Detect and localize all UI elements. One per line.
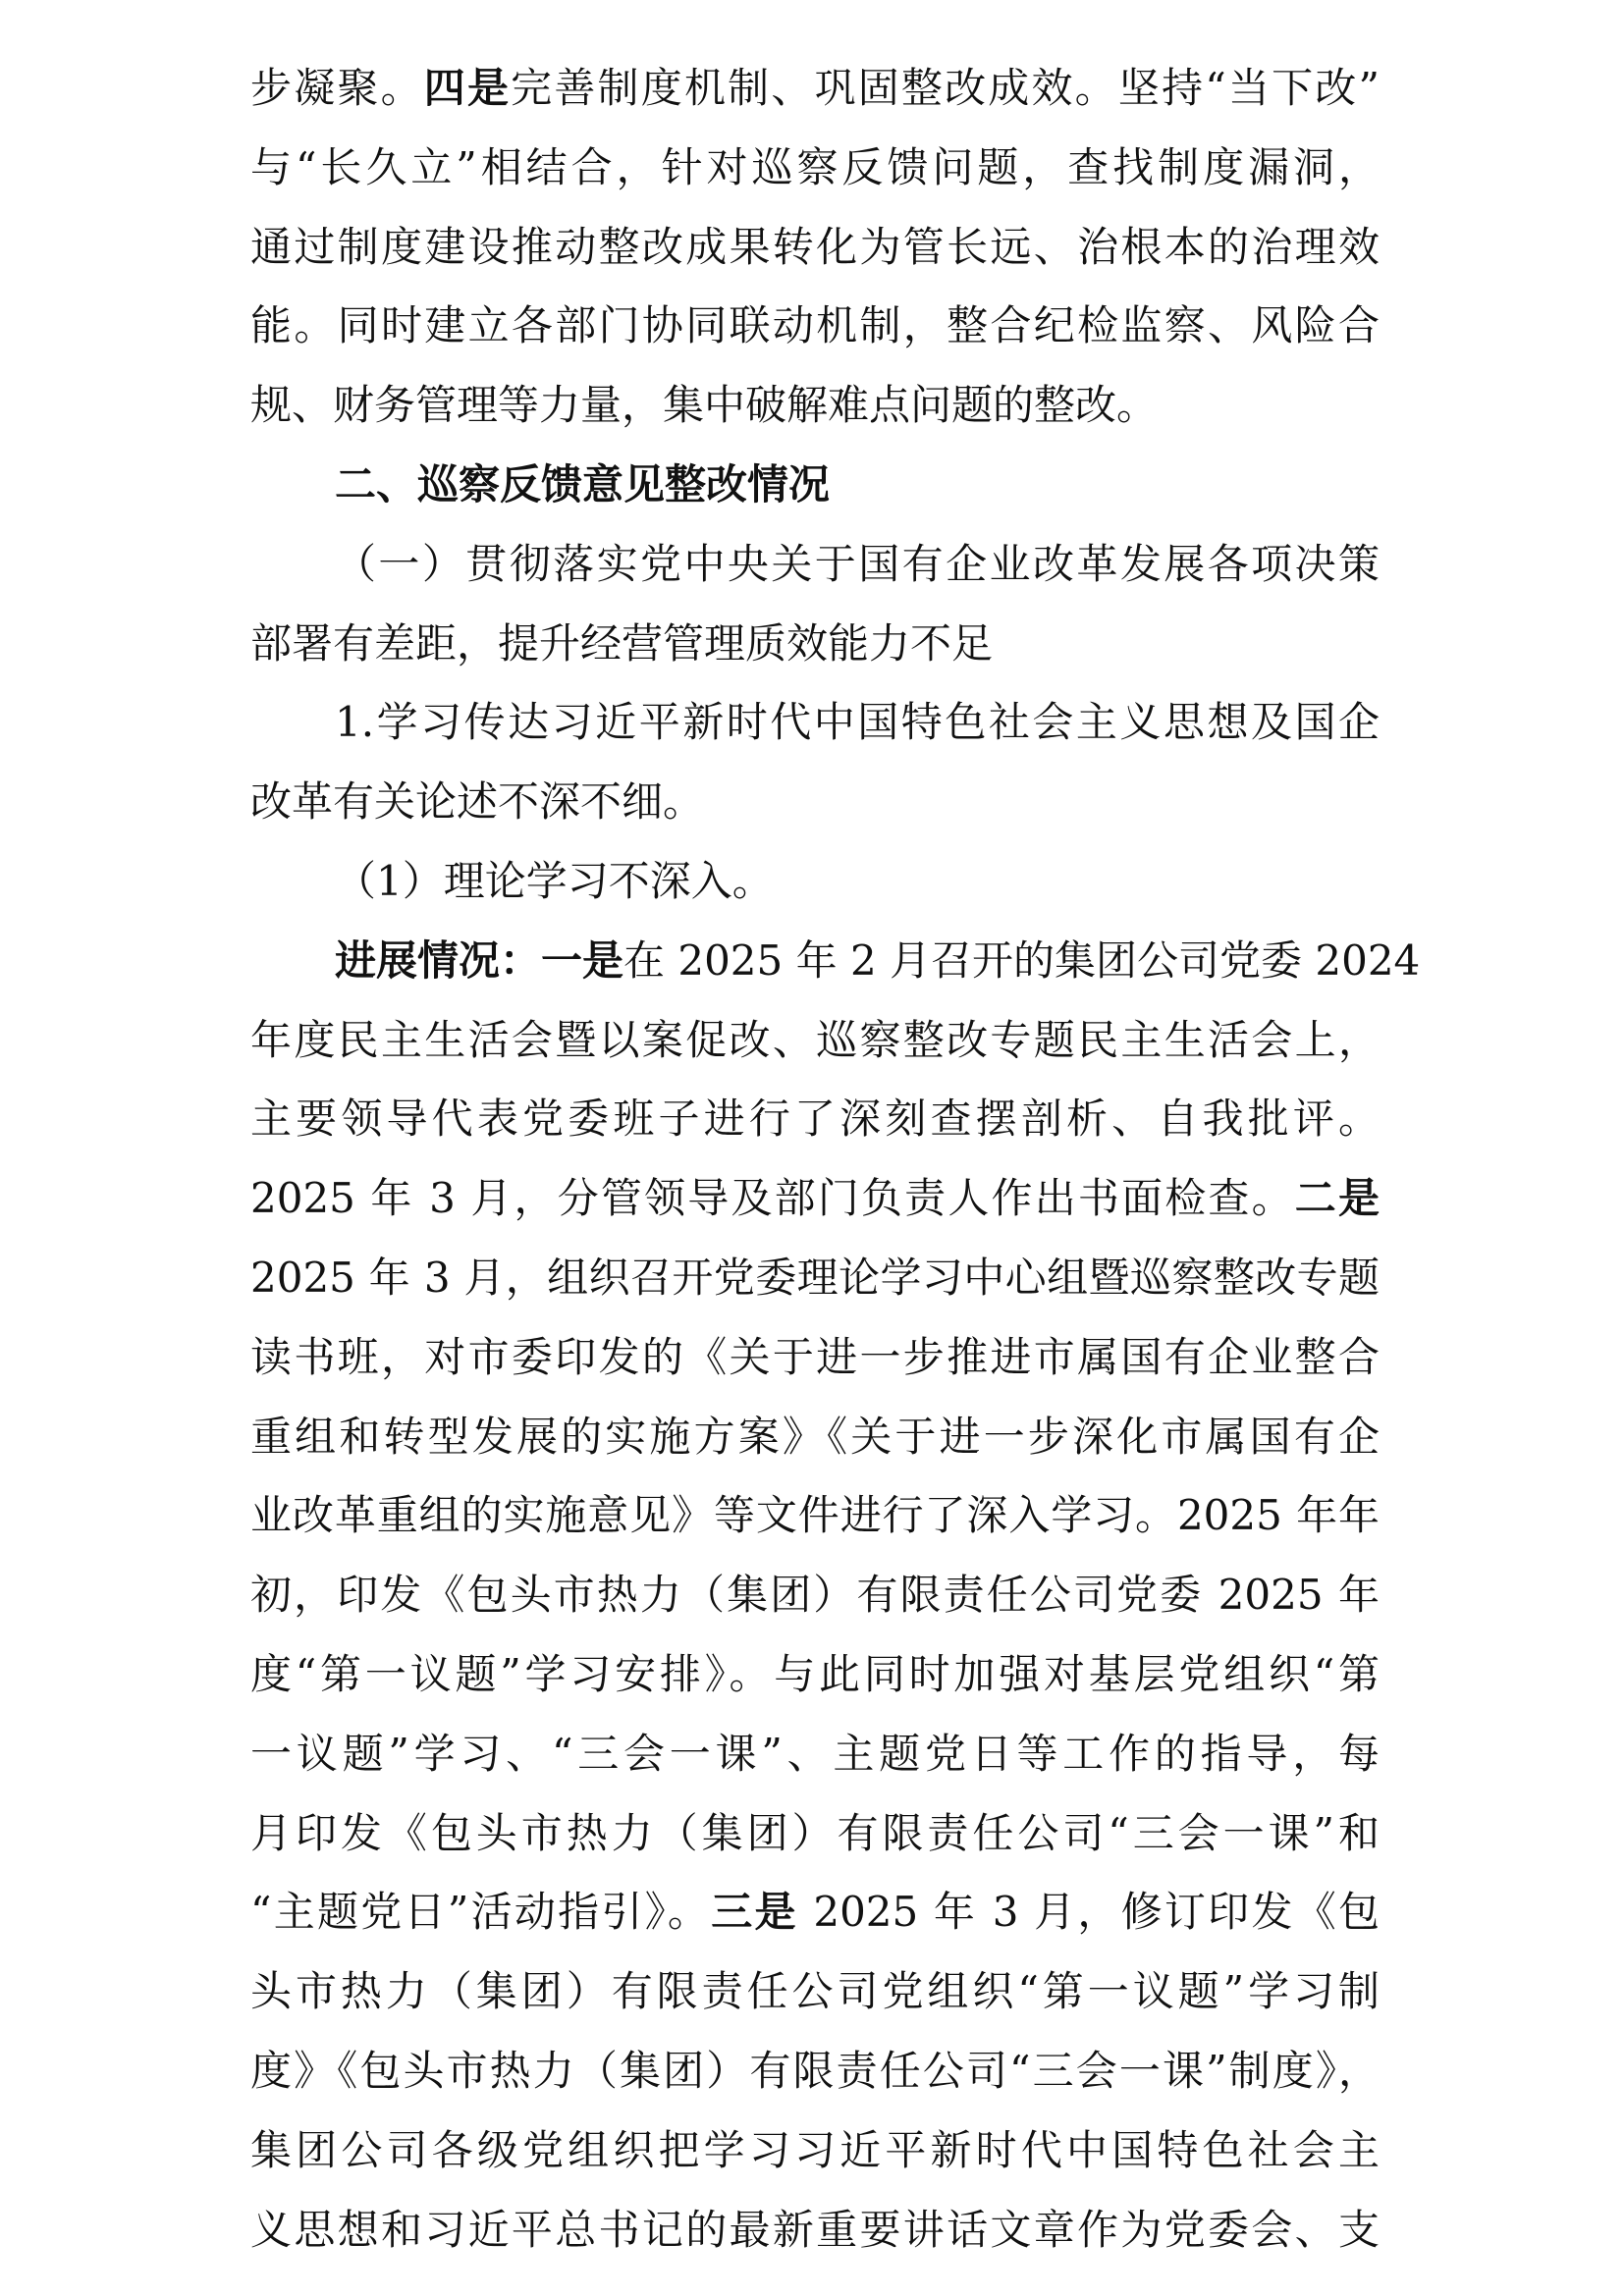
text-run: 改革有关论述不深不细。 xyxy=(250,777,705,827)
paragraph-line xyxy=(250,1556,1380,1635)
text-run: 通过制度建设推动整改成果转化为管长远、治根本的治理效 xyxy=(250,222,1380,271)
paragraph-line xyxy=(250,1318,1380,1398)
text-run: 一议题”学习、“三会一课”、主题党日等工作的指导，每 xyxy=(250,1729,1380,1778)
paragraph-line xyxy=(250,1239,1380,1318)
paragraph-line xyxy=(250,287,1380,366)
text-run: 重组和转型发展的实施方案》《关于进一步深化市属国有企 xyxy=(250,1412,1380,1461)
text-run: 规、财务管理等力量，集中破解难点问题的整改。 xyxy=(250,381,1159,430)
paragraph-line xyxy=(250,1794,1380,1874)
text-run: 部署有差距，提升经营管理质效能力不足 xyxy=(250,618,994,667)
paragraph-line xyxy=(250,129,1380,208)
text-run: 初，印发《包头市热力（集团）有限责任公司党委 2025 年 xyxy=(250,1571,1380,1620)
paragraph-line xyxy=(250,1715,1380,1794)
sub-item-heading xyxy=(250,842,1380,922)
text-run: 业改革重组的实施意见》等文件进行了深入学习。2025 年年 xyxy=(250,1491,1380,1540)
item-heading-line xyxy=(250,763,1380,842)
text-run: 义思想和习近平总书记的最新重要讲话文章作为党委会、支 xyxy=(250,2205,1380,2254)
paragraph-line xyxy=(250,366,1380,446)
paragraph-line xyxy=(250,49,1380,129)
section-heading xyxy=(250,446,1380,525)
paragraph-line xyxy=(250,1952,1380,2032)
text-run: （1）理论学习不深入。 xyxy=(335,856,774,905)
text-run: 2025 年 3 月，分管领导及部门负责人作出书面检查。 xyxy=(250,1174,1295,1223)
emphasis-si-shi: 四是 xyxy=(423,64,512,112)
text-run: 头市热力（集团）有限责任公司党组织“第一议题”学习制 xyxy=(250,1967,1380,2016)
text-run: （一）贯彻落实党中央关于国有企业改革发展各项决策 xyxy=(335,539,1380,588)
progress-label: 进展情况：一是 xyxy=(335,935,624,985)
paragraph-line xyxy=(250,922,1421,1001)
text-run: 2025 年 3 月，修订印发《包 xyxy=(797,1888,1380,1937)
emphasis-san-shi: 三是 xyxy=(711,1888,798,1937)
subsection-heading-line xyxy=(250,605,1380,684)
text-run: “主题党日”活动指引》。 xyxy=(250,1888,712,1937)
text-run: 2025 年 3 月，组织召开党委理论学习中心组暨巡察整改专题 xyxy=(250,1253,1380,1302)
text-run: 1.学习传达习近平新时代中国特色社会主义思想及国企 xyxy=(335,698,1380,747)
text-run: 读书班，对市委印发的《关于进一步推进市属国有企业整合 xyxy=(250,1332,1380,1381)
paragraph-line xyxy=(250,1001,1380,1081)
paragraph-line xyxy=(250,1159,1380,1239)
text-run: 年度民主生活会暨以案促改、巡察整改专题民主生活会上， xyxy=(250,1015,1380,1064)
paragraph-line xyxy=(250,1873,1380,1952)
section-heading-text: 二、巡察反馈意见整改情况 xyxy=(335,459,831,508)
document-body xyxy=(250,49,1421,2269)
paragraph-line xyxy=(250,1398,1380,1477)
text-run: 在 2025 年 2 月召开的集团公司党委 2024 xyxy=(623,935,1421,985)
emphasis-er-shi: 二是 xyxy=(1294,1174,1380,1223)
text-run: 步凝聚。 xyxy=(250,64,424,112)
text-run: 度“第一议题”学习安排》。与此同时加强对基层党组织“第 xyxy=(250,1649,1380,1698)
text-run: 完善制度机制、巩固整改成效。坚持“当下改” xyxy=(511,64,1380,112)
subsection-heading-line xyxy=(250,525,1380,605)
paragraph-line xyxy=(250,208,1380,288)
text-run: 集团公司各级党组织把学习习近平新时代中国特色社会主 xyxy=(250,2125,1380,2174)
paragraph-line xyxy=(250,2032,1380,2111)
paragraph-line xyxy=(250,1476,1380,1556)
paragraph-line xyxy=(250,1080,1380,1159)
paragraph-line xyxy=(250,2111,1380,2191)
paragraph-line xyxy=(250,1635,1380,1715)
paragraph-line xyxy=(250,2191,1380,2270)
text-run: 月印发《包头市热力（集团）有限责任公司“三会一课”和 xyxy=(250,1808,1380,1857)
item-heading-line xyxy=(250,683,1380,763)
text-run: 与“长久立”相结合，针对巡察反馈问题，查找制度漏洞， xyxy=(250,142,1380,191)
text-run: 主要领导代表党委班子进行了深刻查摆剖析、自我批评。 xyxy=(250,1095,1380,1144)
text-run: 度》《包头市热力（集团）有限责任公司“三会一课”制度》， xyxy=(250,2046,1380,2095)
text-run: 能。同时建立各部门协同联动机制，整合纪检监察、风险合 xyxy=(250,301,1380,350)
